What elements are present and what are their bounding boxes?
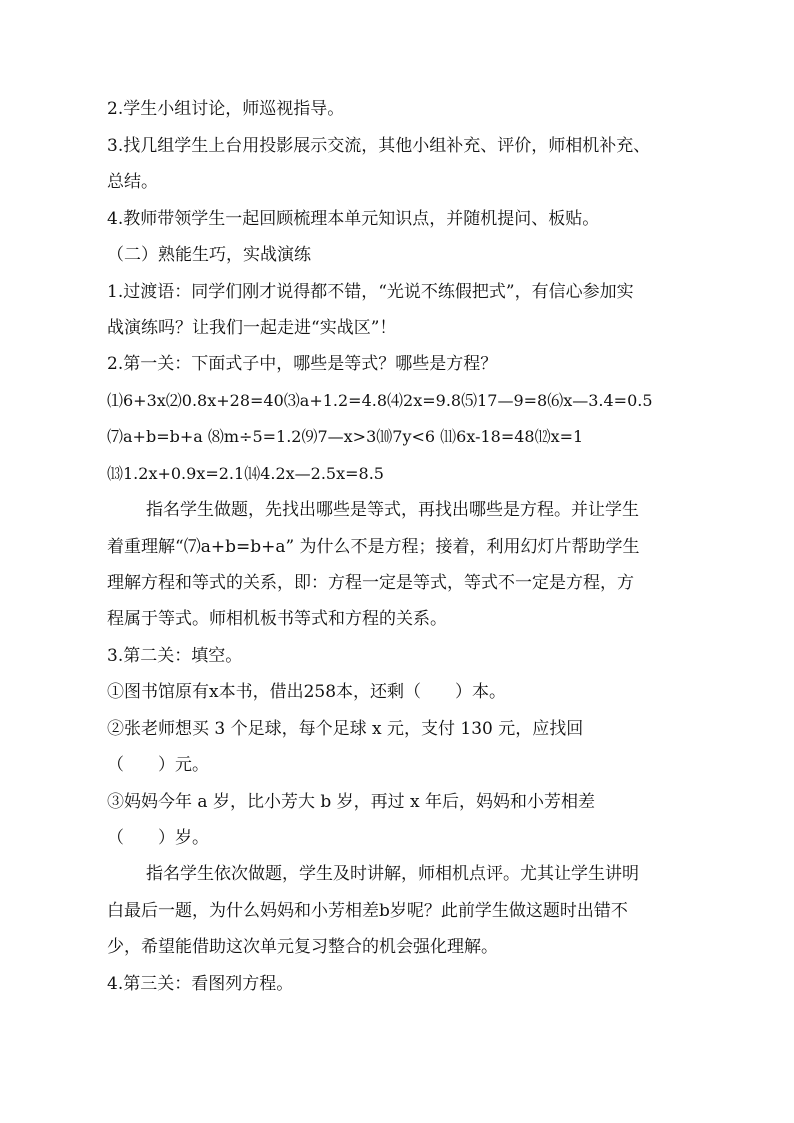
text-line: 程属于等式。师相机板书等式和方程的关系。	[107, 609, 447, 629]
section-heading: （二）熟能生巧，实战演练	[107, 245, 311, 265]
equation-line: ⑴6+3x⑵0.8x+28=40⑶a+1.2=4.8⑷2x=9.8⑸17—9=8⑹x—3.4=0.5	[107, 391, 653, 410]
text-line: 白最后一题，为什么妈妈和小芳相差b岁呢？此前学生做这题时出错不	[107, 901, 628, 921]
text-line: 4.第三关：看图列方程。	[107, 974, 294, 994]
text-line: （ ）岁。	[107, 828, 209, 848]
text-line: 总结。	[107, 172, 158, 192]
text-line: 指名学生做题，先找出哪些是等式，再找出哪些是方程。并让学生	[146, 500, 639, 520]
text-line: 战演练吗？让我们一起走进“实战区”！	[107, 318, 397, 338]
text-line: ③妈妈今年 a 岁，比小芳大 b 岁，再过 x 年后，妈妈和小芳相差	[107, 792, 596, 812]
text-line: 3.找几组学生上台用投影展示交流，其他小组补充、评价，师相机补充、	[107, 136, 651, 156]
text-line: （ ）元。	[107, 755, 209, 775]
equation-line: ⒀1.2x+0.9x=2.1⒁4.2x—2.5x=8.5	[107, 464, 384, 483]
text-line: 3.第二关：填空。	[107, 646, 243, 666]
text-line: ②张老师想买 3 个足球，每个足球 x 元，支付 130 元，应找回	[107, 719, 584, 739]
text-line: 4.教师带领学生一起回顾梳理本单元知识点，并随机提问、板贴。	[107, 209, 600, 229]
text-line: 指名学生依次做题，学生及时讲解，师相机点评。尤其让学生讲明	[146, 864, 639, 884]
text-line: 着重理解“⑺a+b=b+a” 为什么不是方程；接着，利用幻灯片帮助学生	[107, 537, 640, 557]
text-line: 2.学生小组讨论，师巡视指导。	[107, 99, 345, 119]
text-line: ①图书馆原有x本书，借出258本，还剩（ ）本。	[107, 682, 507, 702]
text-line: 1.过渡语：同学们刚才说得都不错，“光说不练假把式”，有信心参加实	[107, 282, 634, 302]
equation-line: ⑺a+b=b+a ⑻m÷5=1.2⑼7—x>3⑽7y<6 ⑾6x-18=48⑿x=1	[107, 427, 584, 446]
text-line: 少，希望能借助这次单元复习整合的机会强化理解。	[107, 937, 498, 957]
text-line: 2.第一关：下面式子中，哪些是等式？哪些是方程？	[107, 354, 498, 374]
text-line: 理解方程和等式的关系，即：方程一定是等式，等式不一定是方程，方	[107, 573, 634, 593]
